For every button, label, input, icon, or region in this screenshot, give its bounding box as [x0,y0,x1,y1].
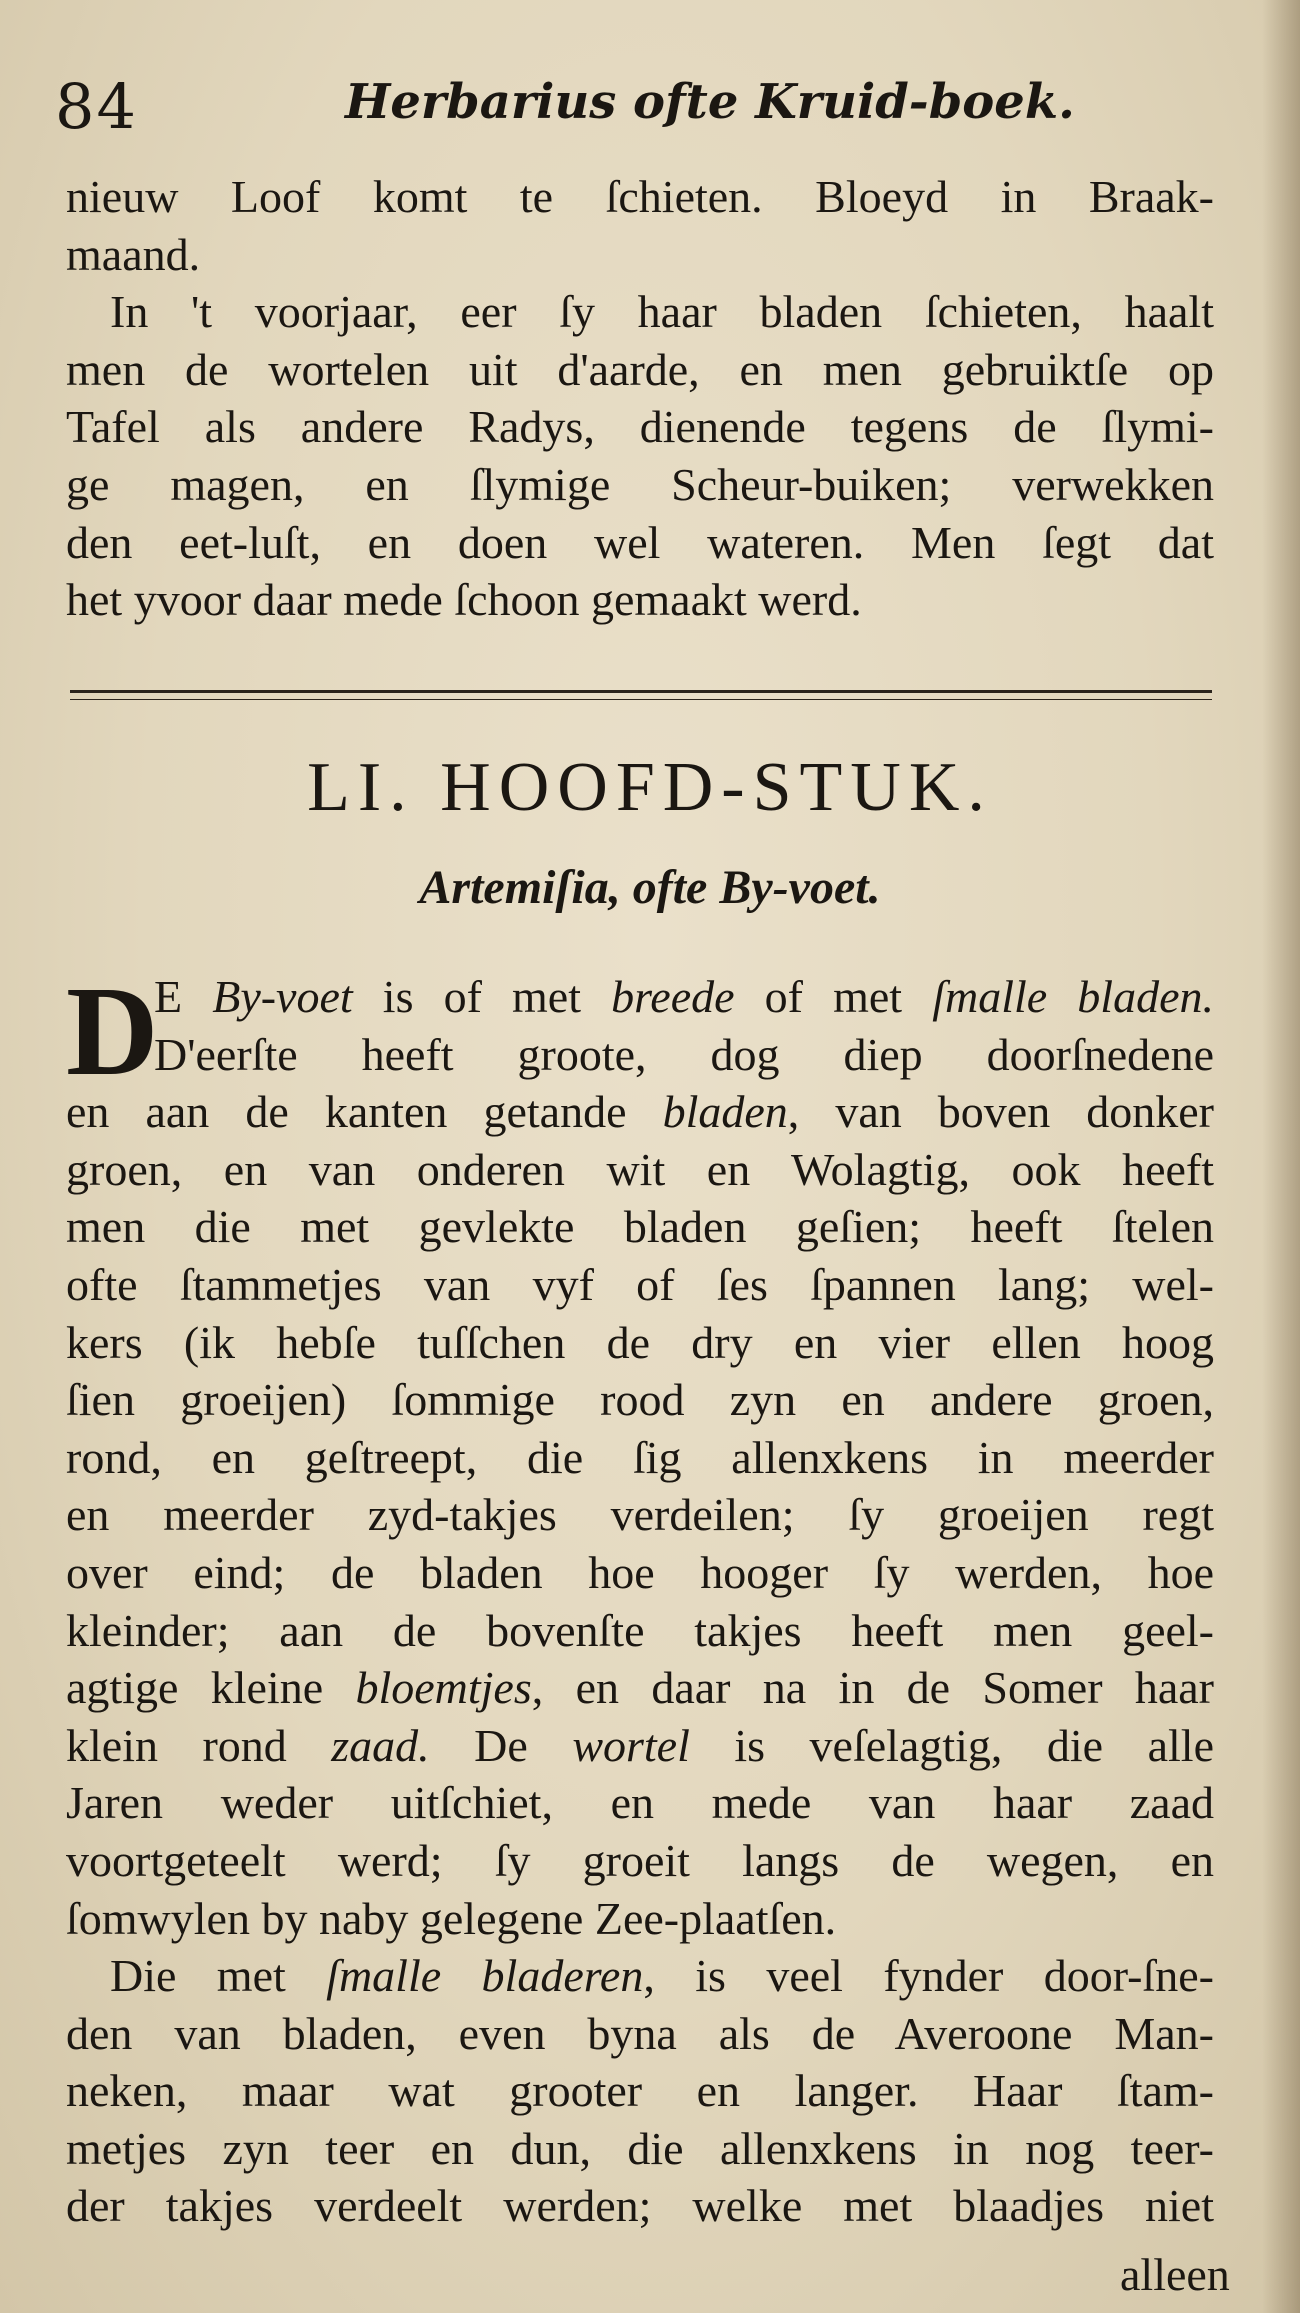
text-line: kers (ik hebſe tuſſchen de dry en vier ellen hoog [66,1316,1214,1368]
text-run: De [429,1719,573,1771]
running-head [55,70,1235,150]
italic-term: ſmalle bladen. [932,971,1214,1022]
text-line: Jaren weder uitſchiet, en mede van haar zaad [66,1777,1214,1829]
italic-term: bloemtjes [355,1662,532,1714]
text-run: , van boven donker [787,1086,1214,1138]
paragraph-bloeyd [66,168,1214,283]
text-line: den eet-luſt, en doen wel wateren. Men ſegt dat [66,516,1214,568]
text-run: en aan de kanten getande [66,1086,663,1138]
text-line [66,968,1214,1026]
text-run: klein rond [66,1719,332,1771]
text-line: ſomwylen by naby gelegene Zee-plaatſen. [66,1892,837,1944]
text-line: ge magen, en ſlymige Scheur-buiken; verwekken [66,458,1214,510]
running-title: Herbarius ofte Kruid-boek. [345,74,1075,130]
paragraph-smalle-bladeren [66,1947,1214,2235]
text-line [66,1717,1214,1775]
text-line [66,1659,1214,1717]
text-run: E [154,971,213,1022]
text-line: nieuw Loof komt te ſchieten. Bloeyd in Braak- [66,171,1214,222]
text-line: maand. [66,228,201,280]
text-line [66,1947,1214,2005]
section-divider-rule [70,690,1212,693]
text-line: voortgeteelt werd; ſy groeit langs de wegen, en [66,1834,1214,1886]
chapter-subtitle: Artemiſia, ofte By-voet. [419,861,881,914]
italic-term: wortel [572,1719,690,1771]
text-run: is veſelagtig, die alle [689,1719,1214,1771]
text-line: ſien groeijen) ſommige rood zyn en andere groen, [66,1374,1214,1426]
text-run: agtige kleine [66,1662,356,1714]
paragraph-by-voet [66,960,1214,1947]
text-line: men die met gevlekte bladen geſien; heeft ſtelen [66,1201,1214,1253]
text-line: het yvoor daar mede ſchoon gemaakt werd. [66,574,862,626]
italic-term: zaad. [331,1719,430,1771]
text-line: ofte ſtammetjes van vyf of ſes ſpannen lang; wel- [66,1258,1214,1310]
previous-section-text [66,168,1214,629]
catchword: alleen [1120,2249,1230,2300]
italic-term: ſmalle bladeren [326,1950,644,2002]
text-line: den van bladen, even byna als de Averoone Man- [66,2007,1214,2059]
chapter-body-text [66,960,1214,2235]
paragraph-voorjaar [66,283,1214,629]
text-run: , en daar na in de Somer haar [531,1662,1214,1714]
text-line: der takjes verdeelt werden; welke met blaadjes niet [66,2180,1214,2232]
text-line [66,1083,1214,1141]
text-line: over eind; de bladen hoe hooger ſy werden, hoe [66,1546,1214,1598]
italic-term: By-voet [212,971,353,1022]
italic-term: bladen [662,1086,788,1138]
text-run: of met [734,971,933,1022]
text-run: Die met [110,1950,327,2002]
text-line: en meerder zyd-takjes verdeilen; ſy groeijen regt [66,1489,1214,1541]
text-line: groen, en van onderen wit en Wolagtig, ook heeft [66,1143,1214,1195]
italic-term: breede [611,971,735,1022]
text-line: In 't voorjaar, eer ſy haar bladen ſchieten, haalt [110,286,1214,338]
text-line: metjes zyn teer en dun, die allenxkens in nog teer- [66,2122,1214,2174]
text-line: D'eerſte heeft groote, dog diep doorſnedene [154,1028,1214,1080]
text-line: kleinder; aan de bovenſte takjes heeft men geel- [66,1604,1214,1656]
page-number: 84 [55,70,138,143]
page-gutter-shadow [1262,0,1300,2313]
chapter-title: LI. HOOFD-STUK. [307,749,993,826]
text-line: Tafel als andere Radys, dienende tegens de ſlymi- [66,401,1214,453]
text-line: neken, maar wat grooter en langer. Haar ſtam- [66,2065,1214,2117]
section-divider-rule-thin [70,699,1212,700]
text-line: men de wortelen uit d'aarde, en men gebruiktſe op [66,343,1214,395]
text-run: is of met [352,971,612,1022]
text-run: , is veel fynder door-ſne- [643,1950,1214,2002]
drop-cap: D [66,960,159,1102]
text-line: rond, en geſtreept, die ſig allenxkens in meerder [66,1431,1214,1483]
